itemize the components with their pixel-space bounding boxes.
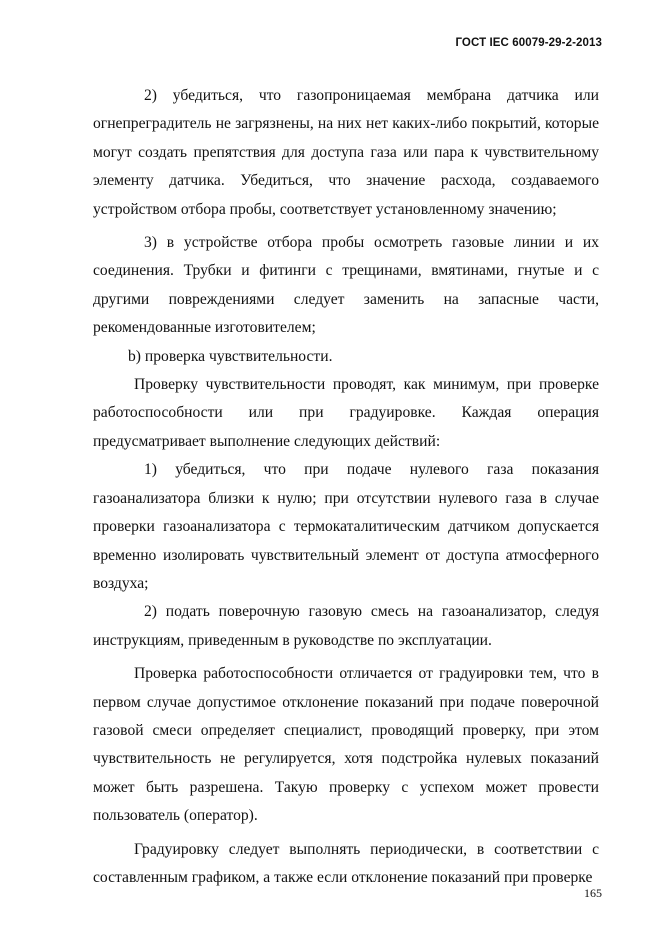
paragraph-item-3-gas-lines: 3) в устройстве отбора пробы осмотреть газовые линии и их соединения. Трубки и фитинги с трещинами, вмятинами, гнутые и с другими повреждениями следует заменить на запасные части, рекомендованные изготовителем; [93,234,599,337]
paragraph-operability-vs-calibration: Проверка работоспособности отличается от градуировки тем, что в первом случае допустимое отклонение показаний при подаче поверочной газовой смеси определяет специалист, проводящий проверку, при этом чувствительность не регулируется, хотя подстройка нулевых показаний может быть разрешена. Такую проверку с успехом может провести пользователь (оператор). [93,665,599,825]
document-body [93,82,599,892]
standard-code-header: ГОСТ IEC 60079-29-2-2013 [455,37,602,49]
paragraph-sensitivity-check-heading: b) проверка чувствительности. [128,347,333,365]
paragraph-sensitivity-check-intro: Проверку чувствительности проводят, как минимум, при проверке работоспособности или при градуировке. Каждая операция предусматривает выполнение следующих действий: [93,376,599,450]
paragraph-calibration-schedule: Градуировку следует выполнять периодически, в соответствии с составленным графиком, а также если отклонение показаний при проверке [93,840,599,886]
paragraph-step-2-test-gas: 2) подать поверочную газовую смесь на газоанализатор, следуя инструкциям, приведенным в руководстве по эксплуатации. [93,603,599,649]
paragraph-step-1-zero-gas: 1) убедиться, что при подаче нулевого газа показания газоанализатора близки к нулю; при отсутствии нулевого газа в случае проверки газоанализатора с термокаталитическим датчиком допускается временно изолировать чувствительный элемент от доступа атмосферного воздуха; [93,461,599,592]
paragraph-item-2-membrane: 2) убедиться, что газопроницаемая мембрана датчика или огнепреградитель не загрязнены, на них нет каких-либо покрытий, которые могут создать препятствия для доступа газа или пара к чувствительному элементу датчика. Убедиться, что значение расхода, создаваемого устройством отбора пробы, соответствует установленному значению; [93,87,599,218]
page-number: 165 [584,886,602,900]
